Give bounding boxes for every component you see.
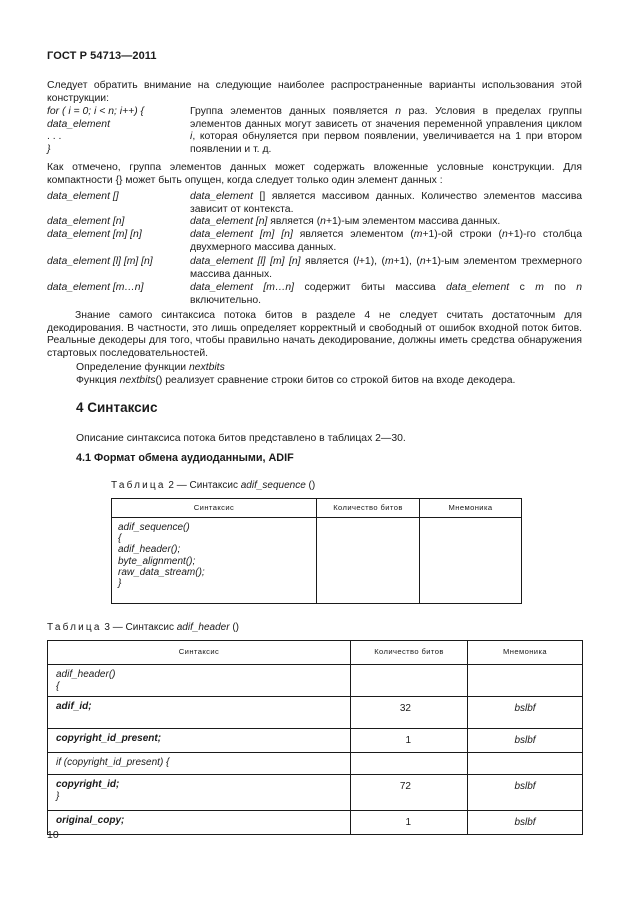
code-line: } [56,791,60,802]
text-run: +1)-го столбца двухмерного массива данных. [190,229,582,253]
mnemonic-cell [468,753,583,775]
text-run: m [535,282,544,293]
knowledge-paragraph: Знание самого синтаксиса потока битов в разделе 4 не следует считать достаточным для декодирования. В частности, это лишь определяет корректный и свободный от ошибок входной поток битов. Реальные декодеры для того, чтобы правильно начать декодирование, должны иметь средства обнаружения стартовых последовательностей. [47,310,582,359]
code-line: for ( i = 0; i < n; i++) { [47,106,145,117]
text-run: [] является массивом данных. Количество элементов массива зависит от контекста. [190,191,582,215]
section-description: Описание синтаксиса потока битов представлено в таблицах 2—30. [76,433,406,444]
syntax-cell [48,665,351,697]
def-description [190,191,582,216]
table2-header-syntax: Синтаксис [112,499,317,518]
text-run: 2 — Синтаксис [165,480,241,491]
text-run: является элементом ( [292,229,414,240]
text-run: data_element [n] [190,216,268,227]
document-header: ГОСТ Р 54713—2011 [47,50,157,62]
code-line: byte_alignment(); [118,555,196,567]
intro-paragraph: Следует обратить внимание на следующие наиболее распространенные варианты использования этой конструкции: [47,80,582,104]
table-row [48,665,583,697]
mnemonic-cell: bslbf [468,811,583,835]
table2-header-bits: Количество битов [317,499,420,518]
text-run: Определение функции [76,362,189,373]
code-line: if (copyright_id_present) { [56,757,170,768]
table2-syntax-cell [112,518,317,604]
text-run: data_element [m…n] [190,282,295,293]
bits-cell: 1 [351,811,468,835]
code-line: } [118,578,122,590]
text-run: +1)-ой строки ( [422,229,503,240]
section-title: 4 Синтаксис [76,400,158,415]
code-line: adif_sequence() [118,522,190,533]
table-row [48,775,583,811]
text-run: data_element [l] [m] [n] [190,256,301,267]
text-run: adif_header [176,622,230,633]
syntax-cell [48,775,351,811]
text-run: i [190,131,193,143]
text-run: по [543,282,577,293]
def-code: data_element [] [47,191,119,202]
table2-caption [111,480,315,493]
mnemonic-cell [468,665,583,697]
syntax-cell [48,811,351,835]
def-description [190,282,582,307]
bits-cell: 72 [351,775,468,811]
text-run: m [413,229,423,240]
text-run: m [385,256,394,267]
code-line: copyright_id; [56,779,120,790]
text-run: Функция [76,375,120,386]
nextbits-definition-line [76,362,225,375]
page-number: 10 [47,829,59,841]
def-description [190,216,582,229]
def-description [190,256,582,281]
table-row [48,811,583,835]
mnemonic-cell: bslbf [468,775,583,811]
table-row [48,729,583,753]
code-line: data_element [47,118,110,130]
code-line: copyright_id_present; [56,733,162,744]
table2-bits-cell [317,518,420,604]
text-run: включительно. [190,294,261,306]
text-run: n [419,256,426,267]
mnemonic-cell: bslbf [468,729,583,753]
code-line: original_copy; [56,815,125,826]
text-run: n [576,282,582,293]
text-run: содержит биты массива [294,282,447,293]
text-run: +1)-ым элементом массива данных. [325,216,501,227]
bits-cell [351,753,468,775]
text-run: Таблица [47,622,102,633]
text-run: () реализует сравнение строки битов со строкой битов на входе декодера. [155,375,516,386]
text-run: n [320,216,326,227]
text-run: , которая обнуляется при первом появлении, увеличивается на 1 при втором появлении и т. д. [190,131,582,155]
bits-cell: 32 [351,697,468,729]
table3-header-mnemonic: Мнемоника [468,641,583,665]
nextbits-description-line [76,375,515,388]
text-run: является ( [300,256,357,267]
syntax-cell [48,729,351,753]
text-run: () [305,480,316,491]
text-run: data_element [446,282,510,293]
def-code: data_element [m] [n] [47,229,142,240]
code-line: raw_data_stream(); [118,566,205,578]
code-line: { [56,681,60,692]
compact-paragraph: Как отмечено, группа элементов данных может содержать вложенные условные конструкции. Для компактности {} может быть опущен, когда следует только один элемент данных : [47,162,582,186]
text-run: с [509,282,536,293]
text-run: раз. Условия в пределах группы элементов данных могут зависеть от значения переменной управления циклом [190,106,582,130]
table3-header-bits: Количество битов [351,641,468,665]
subsection-title: 4.1 Формат обмена аудиоданными, ADIF [76,452,294,464]
table3 [47,640,583,835]
def-description [190,229,582,254]
text-run: +1), ( [358,256,386,267]
table2-mnemonic-cell [420,518,522,604]
code-line: adif_id; [56,701,92,712]
syntax-cell [48,753,351,775]
text-run: l [356,256,359,267]
table2-header-mnemonic: Мнемоника [420,499,522,518]
for-loop-code [47,106,144,156]
text-run: +1), ( [393,256,420,267]
def-code: data_element [n] [47,216,125,227]
table-row [48,697,583,729]
text-run: nextbits [119,375,156,386]
text-run: data_element [m] [n] [190,229,293,240]
syntax-cell [48,697,351,729]
text-run: n [502,229,508,240]
text-run: adif_sequence [240,480,306,491]
text-run: является ( [267,216,321,227]
code-line: adif_header() [56,669,116,680]
bits-cell [351,665,468,697]
code-line: . . . [47,131,62,143]
text-run: Группа элементов данных появляется [190,106,396,117]
code-line: { [118,533,122,545]
code-line: } [47,143,51,155]
text-run: () [229,622,239,633]
text-run: 3 — Синтаксис [101,622,177,633]
def-code: data_element [m…n] [47,282,144,293]
table-row [48,753,583,775]
text-run: n [395,106,402,117]
text-run: Таблица [111,480,166,491]
for-loop-description [190,106,582,156]
table3-caption [47,622,239,635]
table2 [111,498,522,604]
bits-cell: 1 [351,729,468,753]
text-run: data_element [190,191,253,202]
text-run: nextbits [188,362,225,373]
mnemonic-cell: bslbf [468,697,583,729]
code-line: adif_header(); [118,544,181,556]
text-run: +1)-ым элементом трехмерного массива данных. [190,256,582,280]
def-code: data_element [l] [m] [n] [47,256,153,267]
table3-header-syntax: Синтаксис [48,641,351,665]
